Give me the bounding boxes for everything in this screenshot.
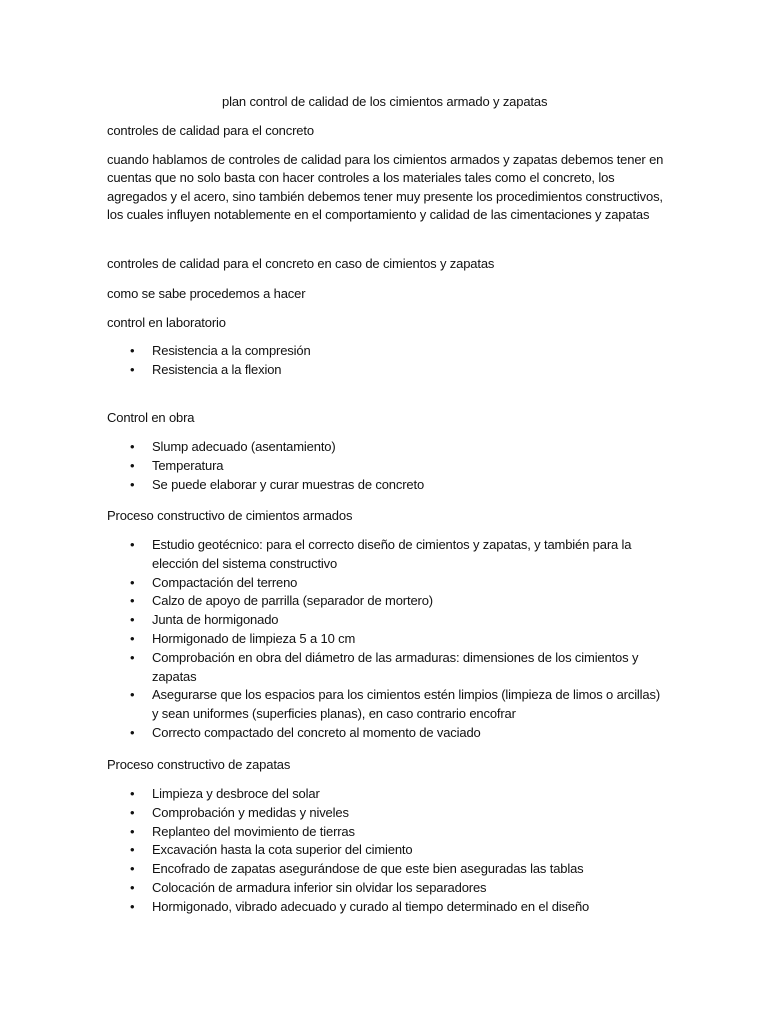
bullet-icon: • <box>130 687 135 703</box>
bullet-icon: • <box>130 823 135 839</box>
list-item <box>107 860 667 879</box>
footings-heading: Proceso constructivo de zapatas <box>107 757 291 772</box>
list-item-text: Hormigonado, vibrado adecuado y curado al tiempo determinado en el diseño <box>152 898 590 914</box>
bullet-icon: • <box>130 457 135 473</box>
list-item <box>107 361 667 380</box>
list-item-text: Replanteo del movimiento de tierras <box>152 823 355 839</box>
list-item-text: Correcto compactado del concreto al momento de vaciado <box>152 724 481 740</box>
list-item <box>107 574 667 593</box>
foundations-list <box>107 536 667 743</box>
list-item-text: Colocación de armadura inferior sin olvidar los separadores <box>152 879 487 895</box>
bullet-icon: • <box>130 343 135 358</box>
list-item-text: Compactación del terreno <box>152 574 298 590</box>
list-item <box>107 898 667 917</box>
bullet-icon: • <box>130 649 135 665</box>
bullet-icon: • <box>130 879 135 895</box>
bullet-icon: • <box>130 537 135 552</box>
list-item <box>107 536 667 574</box>
list-item-text: Calzo de apoyo de parrilla (separador de mortero) <box>152 593 433 609</box>
list-item-text: Resistencia a la compresión <box>152 343 311 358</box>
list-item-text: Estudio geotécnico: para el correcto diseño de cimientos y zapatas, y también para la elección del sistema constructivo <box>152 537 632 571</box>
list-item <box>107 804 667 823</box>
list-item-text: Excavación hasta la cota superior del cimiento <box>152 842 413 858</box>
lab-heading: control en laboratorio <box>107 315 226 330</box>
list-item <box>107 438 667 457</box>
lab-list <box>107 342 667 380</box>
list-item <box>107 879 667 898</box>
list-item-text: Resistencia a la flexion <box>152 361 282 377</box>
list-item <box>107 630 667 649</box>
bullet-icon: • <box>130 724 135 740</box>
list-item <box>107 724 667 743</box>
bullet-icon: • <box>130 630 135 646</box>
site-list <box>107 438 667 494</box>
intro-paragraph: cuando hablamos de controles de calidad para los cimientos armados y zapatas debemos tener en cuentas que no solo basta con hacer controles a los materiales tales como el concreto, los agregados y el acero, sino también debemos tener muy presente los procedimientos constructivos, los cuales influyen notablemente en el comportamiento y calidad de las cimentaciones y zapatas <box>107 152 664 223</box>
bullet-icon: • <box>130 842 135 858</box>
bullet-icon: • <box>130 593 135 609</box>
list-item <box>107 592 667 611</box>
bullet-icon: • <box>130 476 135 492</box>
list-item-text: Asegurarse que los espacios para los cimientos estén limpios (limpieza de limos o arcillas) y sean uniformes (superficies planas), en caso contrario encofrar <box>152 687 661 722</box>
list-item <box>107 785 667 804</box>
list-item <box>107 476 667 495</box>
list-item <box>107 649 667 687</box>
site-heading: Control en obra <box>107 410 195 425</box>
as-known-text: como se sabe procedemos a hacer <box>107 286 306 301</box>
heading-concrete: controles de calidad para el concreto <box>107 123 314 138</box>
list-item <box>107 686 667 724</box>
document-title: plan control de calidad de los cimientos armado y zapatas <box>222 94 548 109</box>
list-item-text: Temperatura <box>152 457 224 473</box>
list-item-text: Se puede elaborar y curar muestras de concreto <box>152 476 425 492</box>
list-item-text: Junta de hormigonado <box>152 612 279 628</box>
heading-concrete-case: controles de calidad para el concreto en caso de cimientos y zapatas <box>107 256 495 271</box>
bullet-icon: • <box>130 786 135 801</box>
bullet-icon: • <box>130 804 135 820</box>
bullet-icon: • <box>130 612 135 628</box>
list-item-text: Limpieza y desbroce del solar <box>152 786 320 801</box>
bullet-icon: • <box>130 898 135 914</box>
bullet-icon: • <box>130 574 135 590</box>
bullet-icon: • <box>130 861 135 877</box>
list-item-text: Hormigonado de limpieza 5 a 10 cm <box>152 630 356 646</box>
list-item-text: Encofrado de zapatas asegurándose de que este bien aseguradas las tablas <box>152 861 584 877</box>
bullet-icon: • <box>130 439 135 454</box>
list-item <box>107 841 667 860</box>
list-item-text: Comprobación y medidas y niveles <box>152 804 349 820</box>
list-item <box>107 611 667 630</box>
list-item-text: Slump adecuado (asentamiento) <box>152 439 336 454</box>
list-item <box>107 457 667 476</box>
foundations-heading: Proceso constructivo de cimientos armados <box>107 508 353 523</box>
list-item-text: Comprobación en obra del diámetro de las armaduras: dimensiones de los cimientos y zapatas <box>152 649 639 684</box>
footings-list <box>107 785 667 917</box>
bullet-icon: • <box>130 361 135 377</box>
list-item <box>107 342 667 361</box>
list-item <box>107 823 667 842</box>
